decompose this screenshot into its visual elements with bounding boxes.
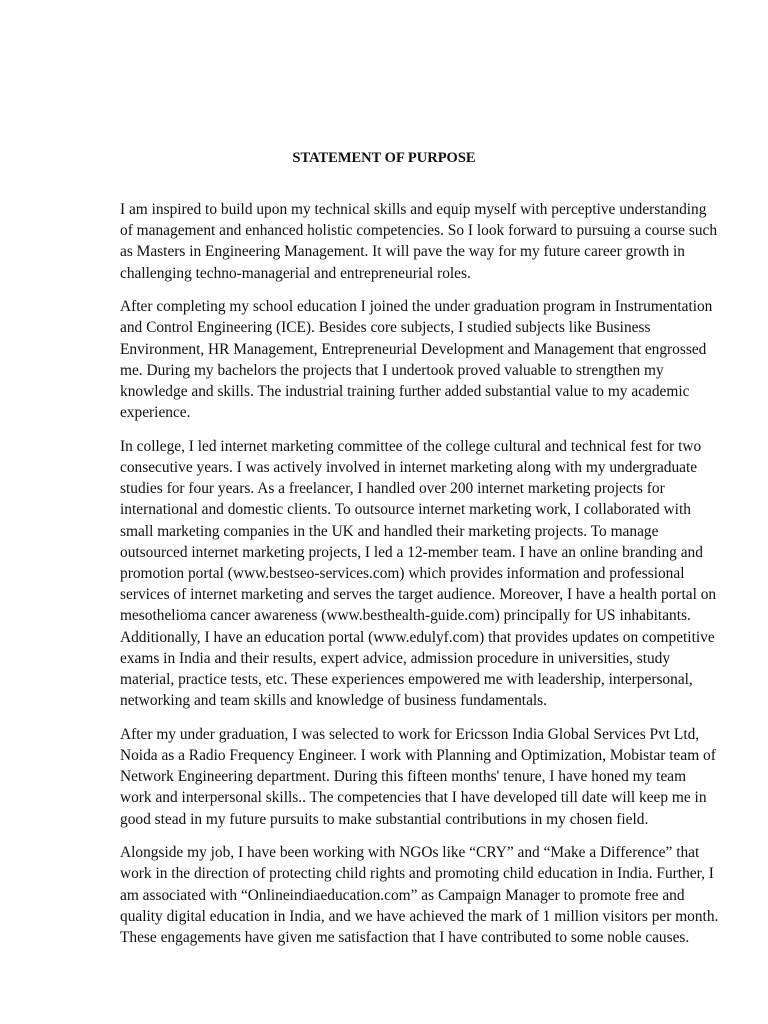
text-line: me. During my bachelors the projects that I undertook proved valuable to strengthen my [120, 361, 664, 379]
text-line: small marketing companies in the UK and handled their marketing projects. To manage [120, 522, 659, 540]
text-line: good stead in my future pursuits to make substantial contributions in my chosen field. [120, 810, 649, 828]
text-line: material, practice tests, etc. These experiences empowered me with leadership, interpersonal, [120, 670, 693, 688]
paragraph [120, 199, 718, 284]
text-line: knowledge and skills. The industrial training further added substantial value to my academic [120, 383, 690, 400]
text-line: services of internet marketing and serves the target audience. Moreover, I have a health portal on [120, 586, 717, 604]
text-line: These engagements have given me satisfaction that I have contributed to some noble causes. [120, 929, 690, 946]
text-line: networking and team skills and knowledge of business fundamentals. [120, 692, 548, 710]
text-line: studies for four years. As a freelancer, I handled over 200 internet marketing projects for [120, 480, 665, 498]
text-line: Alongside my job, I have been working with NGOs like “CRY” and “Make a Difference” that [120, 844, 700, 862]
text-line: challenging techno-managerial and entrepreneurial roles. [120, 264, 471, 282]
text-line: work and interpersonal skills.. The competencies that I have developed till date will keep me in [120, 789, 707, 807]
text-line: and Control Engineering (ICE). Besides core subjects, I studied subjects like Business [120, 319, 651, 337]
text-line: quality digital education in India, and we have achieved the mark of 1 million visitors per month. [120, 907, 719, 925]
text-line: promotion portal (www.bestseo-services.com) which provides information and professional [120, 565, 685, 582]
text-line: Network Engineering department. During this fifteen months' tenure, I have honed my team [120, 768, 687, 786]
text-line: of management and enhanced holistic competencies. So I look forward to pursuing a course such [120, 222, 718, 240]
paragraph [120, 436, 717, 711]
text-line: work in the direction of protecting child rights and promoting child education in India. Further, I [120, 865, 714, 883]
document-title: STATEMENT OF PURPOSE [292, 150, 476, 166]
paragraph [120, 842, 719, 948]
text-line: In college, I led internet marketing committee of the college cultural and technical fest for two [120, 437, 702, 455]
text-line: am associated with “Onlineindiaeducation.com” as Campaign Manager to promote free and [120, 886, 685, 904]
text-line: mesothelioma cancer awareness (www.besthealth-guide.com) principally for US inhabitants. [120, 607, 691, 625]
text-line: Environment, HR Management, Entrepreneurial Development and Management that engrossed [120, 340, 707, 358]
text-line: After my under graduation, I was selected to work for Ericsson India Global Services Pvt Ltd, [120, 725, 700, 743]
text-line: I am inspired to build upon my technical skills and equip myself with perceptive understanding [120, 201, 707, 218]
text-line: as Masters in Engineering Management. It will pave the way for my future career growth in [120, 243, 685, 261]
text-line: consecutive years. I was actively involved in internet marketing along with my undergraduate [120, 459, 698, 477]
text-line: experience. [120, 404, 191, 422]
text-line: outsourced internet marketing projects, I led a 12-member team. I have an online branding and [120, 543, 703, 561]
text-line: Noida as a Radio Frequency Engineer. I work with Planning and Optimization, Mobistar team of [120, 747, 716, 764]
text-line: After completing my school education I joined the under graduation program in Instrumentation [120, 298, 713, 316]
text-line: Additionally, I have an education portal (www.edulyf.com) that provides updates on competitive [120, 628, 715, 646]
document-body [120, 199, 719, 948]
text-line: international and domestic clients. To outsource internet marketing work, I collaborated with [120, 501, 691, 519]
document-page [120, 148, 719, 961]
text-line: exams in India and their results, expert advice, admission procedure in universities, study [120, 649, 671, 667]
paragraph [120, 724, 716, 830]
paragraph [120, 296, 713, 423]
